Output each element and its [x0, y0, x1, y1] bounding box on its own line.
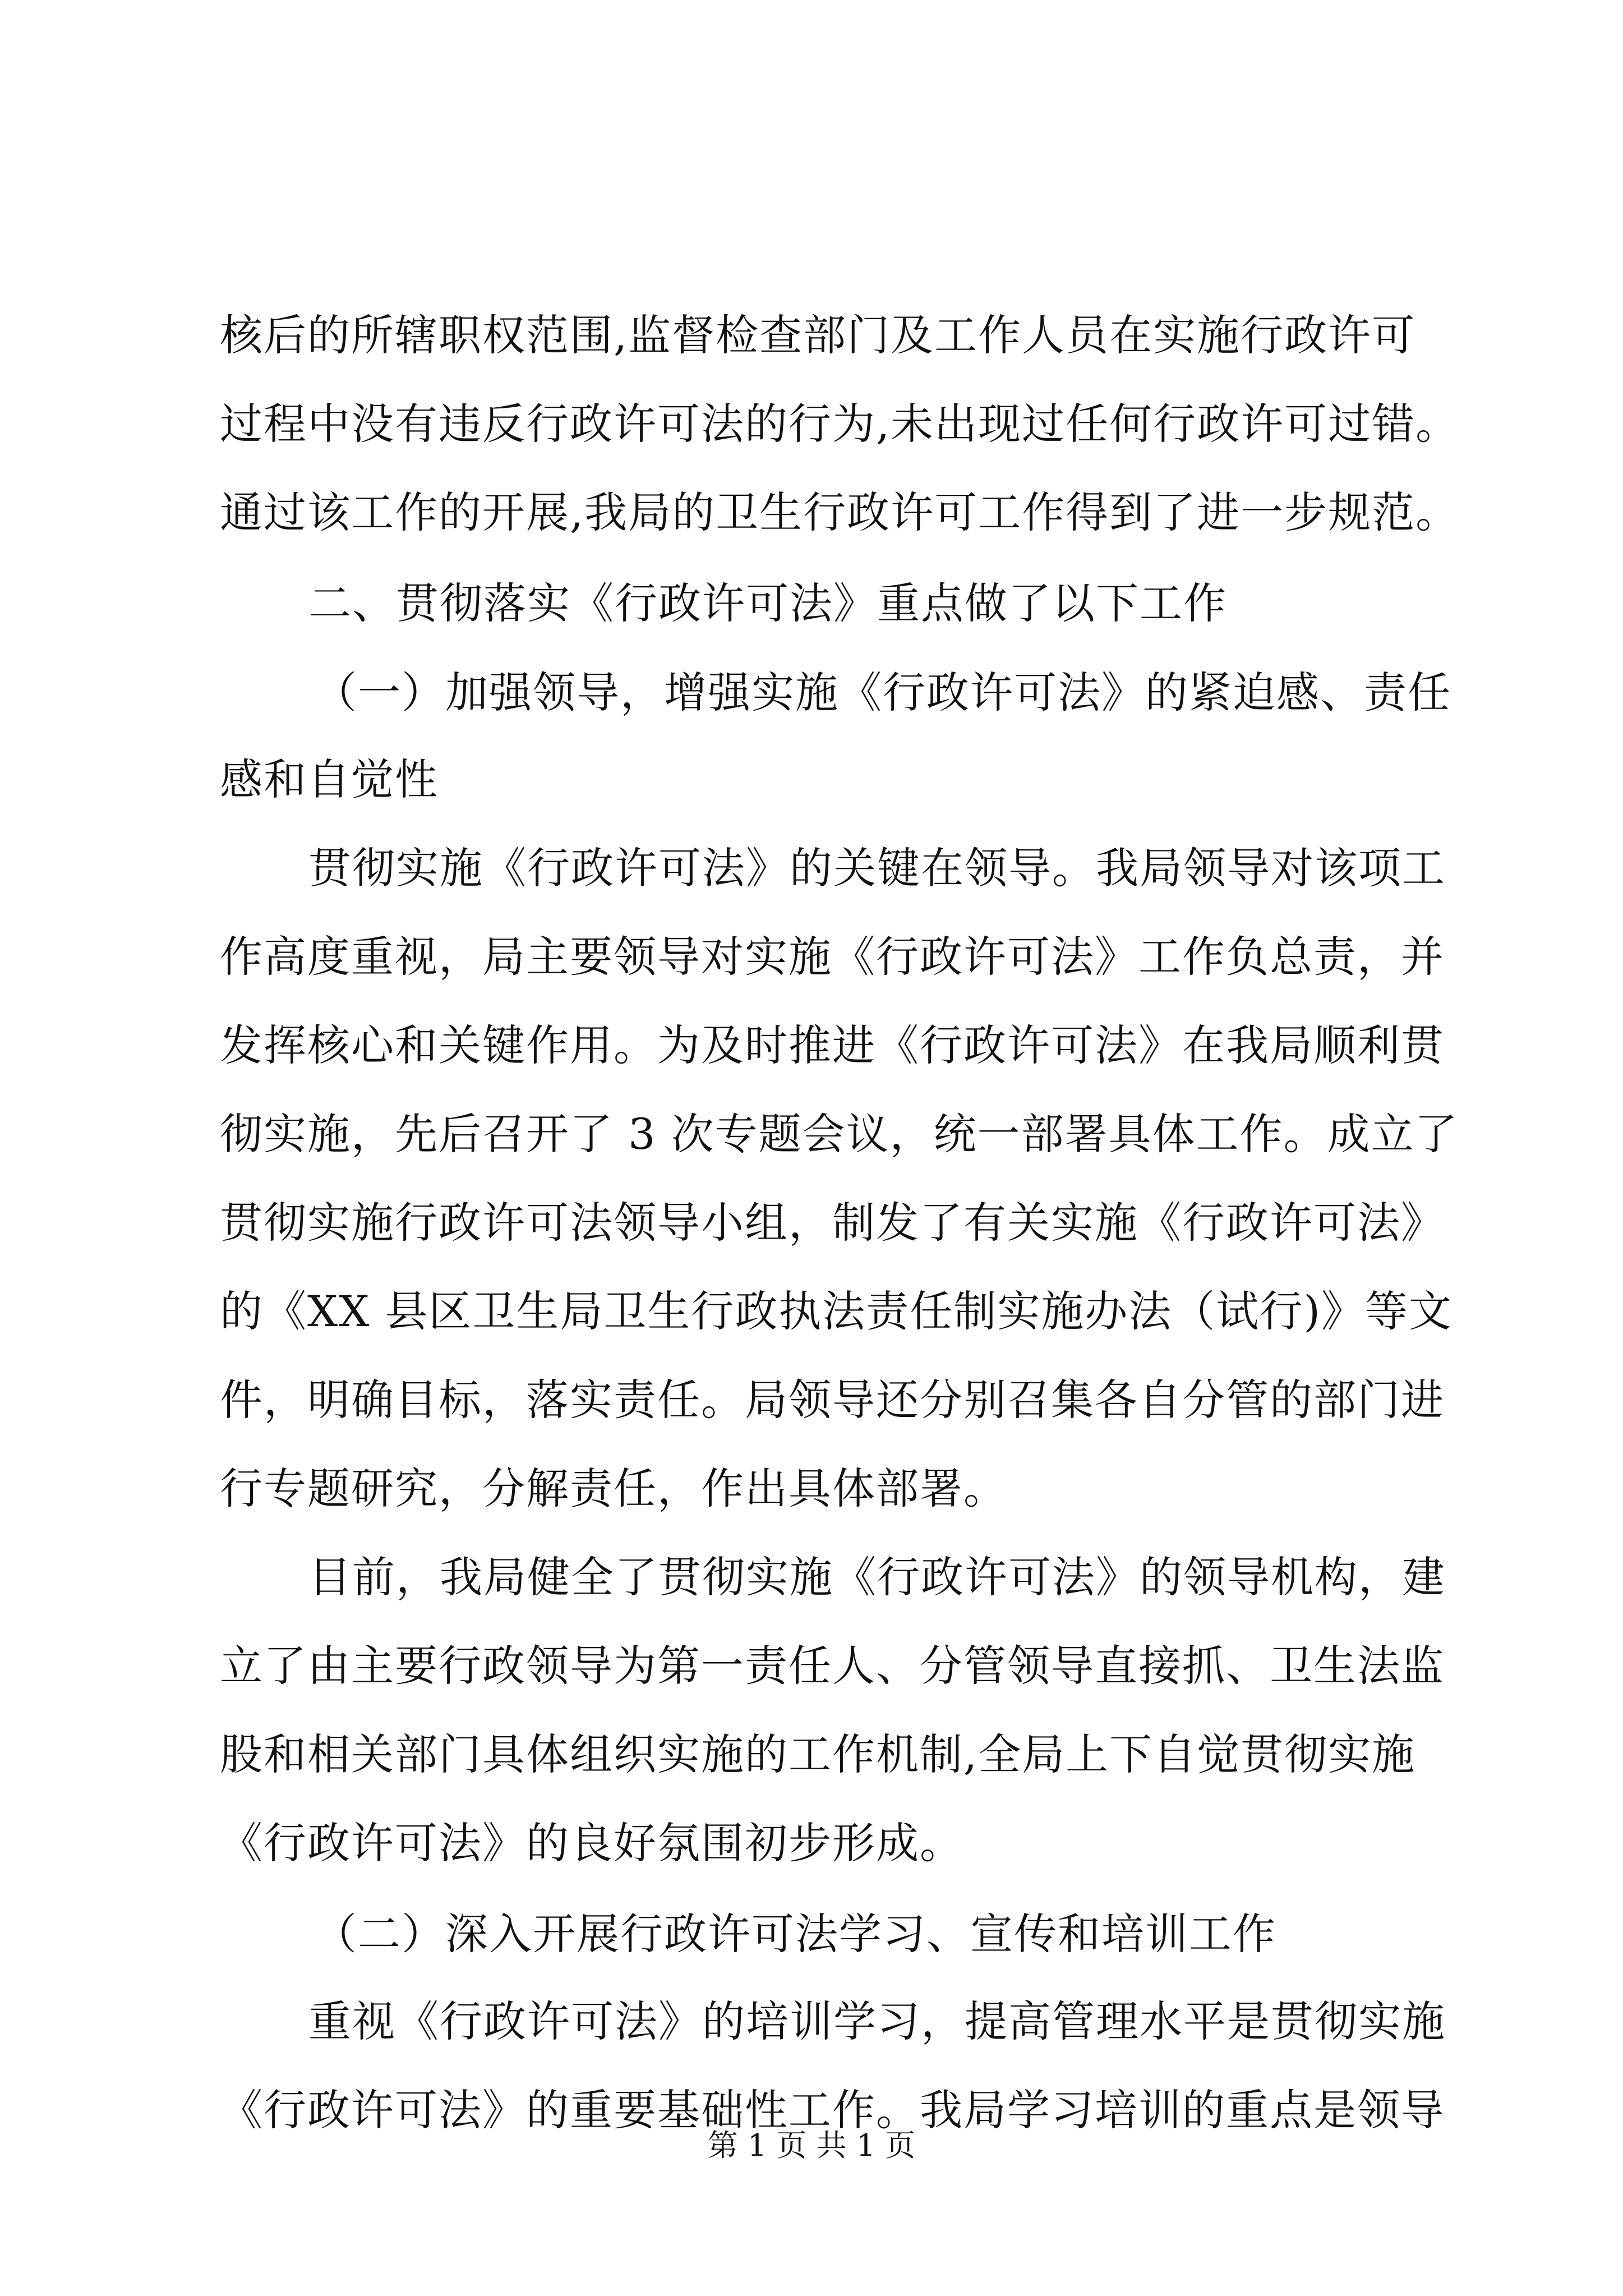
body-text-line-8: 作高度重视，局主要领导对实施《行政许可法》工作负总责，并: [220, 932, 1445, 982]
body-text-line-17: 股和相关部门具体组织实施的工作机制,全局上下自觉贯彻实施: [220, 1729, 1416, 1779]
body-text-line-9: 发挥核心和关键作用。为及时推进《行政许可法》在我局顺利贯: [220, 1020, 1445, 1070]
body-text-line-14: 行专题研究，分解责任，作出具体部署。: [220, 1464, 1007, 1513]
body-text-line-16: 立了由主要行政领导为第一责任人、分管领导直接抓、卫生法监: [220, 1641, 1445, 1691]
body-text-line-11: 贯彻实施行政许可法领导小组，制发了有关实施《行政许可法》: [220, 1198, 1445, 1248]
body-text-line-7: 贯彻实施《行政许可法》的关键在领导。我局领导对该项工: [308, 843, 1446, 893]
body-text-line-20: 重视《行政许可法》的培训学习，提高管理水平是贯彻实施: [308, 1996, 1446, 2046]
subsection-heading-1-continued: 感和自觉性: [220, 754, 439, 804]
body-text-line-21: 《行政许可法》的重要基础性工作。我局学习培训的重点是领导: [220, 2085, 1445, 2135]
body-text-line-13: 件，明确目标，落实责任。局领导还分别召集各自分管的部门进: [220, 1375, 1445, 1425]
subsection-heading-2: （二）深入开展行政许可法学习、宣传和培训工作: [314, 1909, 1276, 1959]
subsection-heading-1: （一）加强领导，增强实施《行政许可法》的紧迫感、责任: [314, 668, 1451, 717]
body-text-line-15: 目前，我局健全了贯彻实施《行政许可法》的领导机构，建: [308, 1552, 1446, 1602]
body-text-line-18: 《行政许可法》的良好氛围初步形成。: [220, 1818, 963, 1868]
body-text-line-10: 彻实施，先后召开了 3 次专题会议，统一部署具体工作。成立了: [220, 1109, 1459, 1159]
section-heading: 二、贯彻落实《行政许可法》重点做了以下工作: [308, 578, 1227, 628]
body-text-line-2: 过程中没有违反行政许可法的行为,未出现过任何行政许可过错。: [220, 399, 1460, 449]
body-text-line-12: 的《XX 县区卫生局卫生行政执法责任制实施办法（试行)》等文: [220, 1286, 1453, 1336]
page-footer: 第 1 页 共 1 页: [707, 2128, 916, 2163]
body-text-line-3: 通过该工作的开展,我局的卫生行政许可工作得到了进一步规范。: [220, 487, 1460, 537]
body-text-line-1: 核后的所辖职权范围,监督检查部门及工作人员在实施行政许可: [220, 310, 1416, 360]
